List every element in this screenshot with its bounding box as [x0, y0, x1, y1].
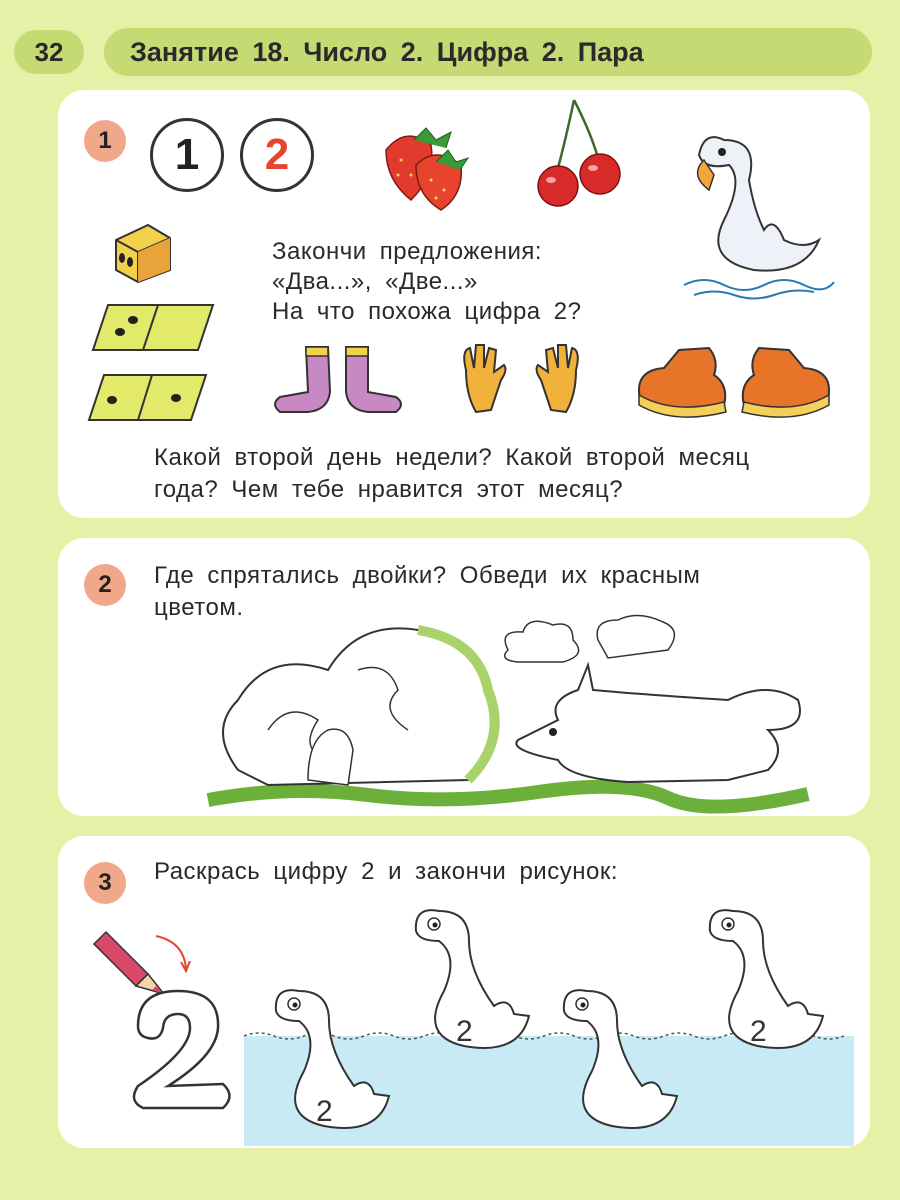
page-number: 32 [14, 30, 84, 74]
swan-digit: 2 [750, 1015, 767, 1048]
swan-outline [264, 976, 394, 1136]
task-2-panel [58, 538, 870, 816]
domino-icon [88, 300, 218, 360]
socks-icon [268, 342, 408, 417]
swan-digit: 2 [316, 1095, 333, 1128]
task-3-text: Раскрась цифру 2 и закончи рисунок: [154, 858, 618, 885]
swan-digit: 2 [456, 1015, 473, 1048]
gloves-icon [456, 340, 586, 420]
hidden-twos-picture [208, 610, 808, 810]
domino-icon [86, 370, 211, 430]
swan-outline [404, 896, 534, 1056]
task-2-text-line1: Где спрятались двойки? Обведи их красным [154, 562, 701, 589]
die-icon [108, 220, 178, 285]
digit-one-circle: 1 [150, 118, 224, 192]
task-3-panel [58, 836, 870, 1148]
digit-two-circle: 2 [240, 118, 314, 192]
shoes-icon [634, 340, 834, 425]
swan-outline [552, 976, 682, 1136]
task-1-prompt-line2: «Два...», «Две...» [272, 268, 478, 295]
task-2-badge: 2 [84, 564, 126, 606]
lesson-title-bar [104, 28, 872, 76]
task-1-question-line1: Какой второй день недели? Какой второй месяц [154, 444, 750, 471]
task-1-prompt-line1: Закончи предложения: [272, 238, 543, 265]
cherries-icon [536, 98, 626, 213]
swan-outline [698, 896, 828, 1056]
task-2-text-line2: цветом. [154, 594, 244, 621]
task-1-question-line2: года? Чем тебе нравится этот месяц? [154, 476, 624, 503]
task-1-prompt-line3: На что похожа цифра 2? [272, 298, 582, 325]
strawberries-icon [376, 120, 476, 210]
task-1-panel [58, 90, 870, 518]
swan-icon [684, 120, 834, 300]
task-3-badge: 3 [84, 862, 126, 904]
digit-two-outline [128, 986, 238, 1116]
task-1-badge: 1 [84, 120, 126, 162]
lesson-title: Занятие 18. Число 2. Цифра 2. Пара [130, 36, 644, 67]
